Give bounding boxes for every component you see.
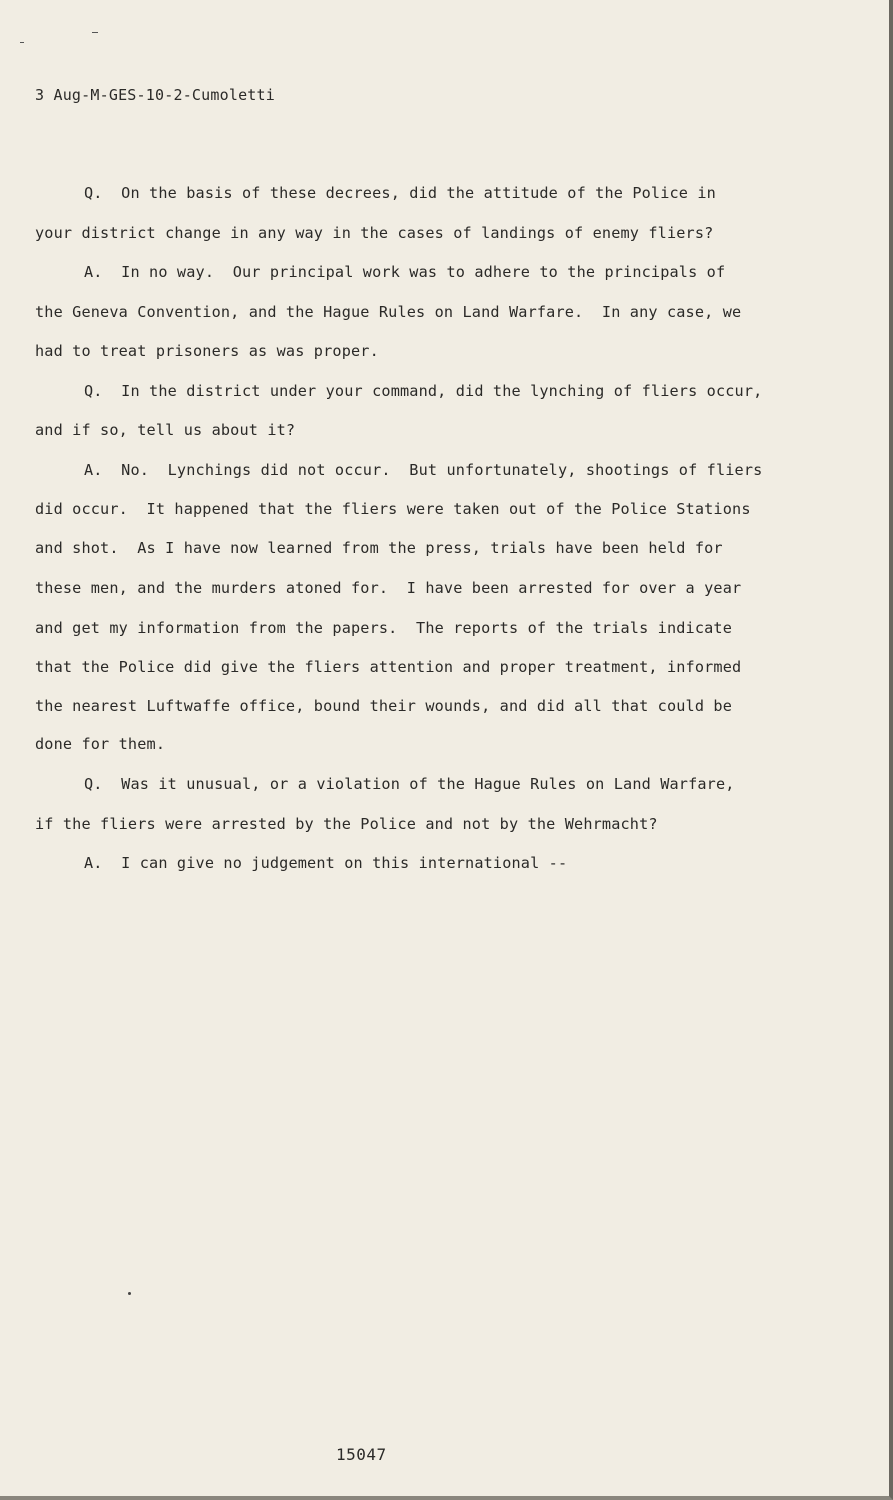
text-line: that the Police did give the fliers attention and proper treatment, informed bbox=[35, 658, 742, 676]
page-number: 15047 bbox=[336, 1445, 387, 1464]
document-header: 3 Aug-M-GES-10-2-Cumoletti bbox=[35, 86, 275, 104]
stray-mark bbox=[92, 32, 98, 33]
text-line: done for them. bbox=[35, 735, 166, 753]
text-line: and if so, tell us about it? bbox=[35, 421, 296, 439]
text-line: did occur. It happened that the fliers were taken out of the Police Stations bbox=[35, 500, 751, 518]
text-line: A. I can give no judgement on this international -- bbox=[84, 854, 568, 872]
text-line: Q. On the basis of these decrees, did the attitude of the Police in bbox=[84, 184, 716, 202]
text-line: your district change in any way in the cases of landings of enemy fliers? bbox=[35, 224, 714, 242]
text-line: if the fliers were arrested by the Police and not by the Wehrmacht? bbox=[35, 815, 658, 833]
text-line: A. No. Lynchings did not occur. But unfortunately, shootings of fliers bbox=[84, 461, 763, 479]
text-line: the nearest Luftwaffe office, bound their wounds, and did all that could be bbox=[35, 697, 733, 715]
text-line: the Geneva Convention, and the Hague Rules on Land Warfare. In any case, we bbox=[35, 303, 742, 321]
text-line: and shot. As I have now learned from the press, trials have been held for bbox=[35, 539, 723, 557]
text-line: these men, and the murders atoned for. I have been arrested for over a year bbox=[35, 579, 742, 597]
text-line: Q. In the district under your command, did the lynching of fliers occur, bbox=[84, 382, 763, 400]
text-line: had to treat prisoners as was proper. bbox=[35, 342, 379, 360]
stray-mark bbox=[20, 42, 24, 43]
stray-dot bbox=[128, 1292, 131, 1295]
text-line: A. In no way. Our principal work was to adhere to the principals of bbox=[84, 263, 726, 281]
text-line: Q. Was it unusual, or a violation of the Hague Rules on Land Warfare, bbox=[84, 775, 735, 793]
text-line: and get my information from the papers. The reports of the trials indicate bbox=[35, 619, 733, 637]
